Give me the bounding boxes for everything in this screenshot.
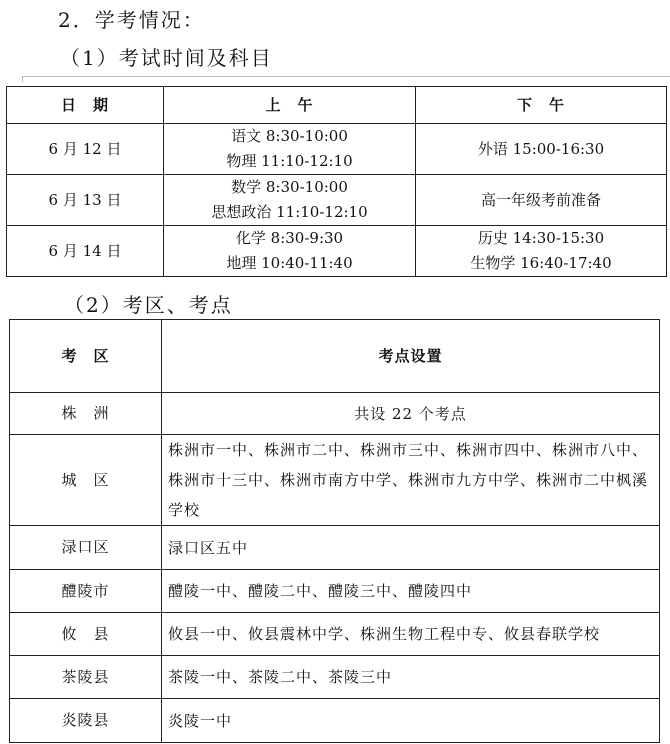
- subject-line: 地理 10:40-11:40: [226, 254, 353, 272]
- page-margin-rule: [22, 76, 670, 77]
- table-row: [7, 175, 667, 226]
- cell-venues: 攸县一中、攸县震林中学、株洲生物工程中专、攸县春联学校: [162, 613, 660, 656]
- subject-line: 生物学 16:40-17:40: [470, 254, 612, 272]
- cell-venues: 炎陵一中: [162, 699, 660, 743]
- header-venue-setup: 考点设置: [162, 320, 660, 393]
- table-row: [7, 226, 667, 277]
- table-row: [10, 393, 660, 435]
- cell-district: 炎陵县: [10, 699, 162, 743]
- subject-line: 高一年级考前准备: [480, 190, 601, 209]
- cell-morning: [164, 124, 416, 175]
- table-header-row: [10, 320, 660, 393]
- subject-line: 思想政治 11:10-12:10: [211, 203, 368, 221]
- cell-district: 醴陵市: [10, 570, 162, 613]
- table-row: [10, 613, 660, 656]
- cell-district: 株 洲: [10, 393, 162, 435]
- header-afternoon: 下 午: [416, 87, 667, 124]
- subject-line: 数学 8:30-10:00: [231, 178, 348, 196]
- table-row: [10, 526, 660, 570]
- cell-district: 茶陵县: [10, 656, 162, 699]
- table-row: [10, 435, 660, 526]
- exam-schedule-table: [6, 86, 667, 277]
- cell-district: 攸 县: [10, 613, 162, 656]
- page-margin-tick: [22, 76, 23, 82]
- subsection-title-schedule: （1）考试时间及科目: [60, 46, 273, 70]
- header-morning: 上 午: [164, 87, 416, 124]
- cell-venues: 共设 22 个考点: [162, 393, 660, 435]
- section-title: 2．学考情况：: [58, 8, 205, 32]
- table-row: [10, 699, 660, 743]
- cell-date: 6 月 12 日: [7, 124, 164, 175]
- subject-line: 化学 8:30-9:30: [235, 229, 344, 247]
- cell-afternoon: [416, 124, 667, 175]
- subject-line: 历史 14:30-15:30: [477, 229, 605, 247]
- cell-afternoon: [416, 226, 667, 277]
- table-row: [7, 124, 667, 175]
- cell-morning: [164, 226, 416, 277]
- cell-district: 城 区: [10, 435, 162, 526]
- cell-venues: 渌口区五中: [162, 526, 660, 570]
- cell-afternoon: [416, 175, 667, 226]
- table-row: [10, 570, 660, 613]
- cell-morning: [164, 175, 416, 226]
- subsection-title-venues: （2）考区、考点: [64, 293, 233, 317]
- exam-venues-table: [9, 319, 660, 743]
- header-date: 日 期: [7, 87, 164, 124]
- table-header-row: [7, 87, 667, 124]
- subject-line: 外语 15:00-16:30: [477, 139, 605, 158]
- cell-venues: 醴陵一中、醴陵二中、醴陵三中、醴陵四中: [162, 570, 660, 613]
- cell-venues: 茶陵一中、茶陵二中、茶陵三中: [162, 656, 660, 699]
- subject-line: 物理 11:10-12:10: [226, 152, 353, 170]
- subject-line: 语文 8:30-10:00: [231, 127, 348, 145]
- cell-date: 6 月 13 日: [7, 175, 164, 226]
- cell-district: 渌口区: [10, 526, 162, 570]
- table-row: [10, 656, 660, 699]
- cell-venues: 株洲市一中、株洲市二中、株洲市三中、株洲市四中、株洲市八中、株洲市十三中、株洲市南方中学、株洲市九方中学、株洲市二中枫溪学校: [162, 435, 660, 526]
- header-district: 考 区: [10, 320, 162, 393]
- cell-date: 6 月 14 日: [7, 226, 164, 277]
